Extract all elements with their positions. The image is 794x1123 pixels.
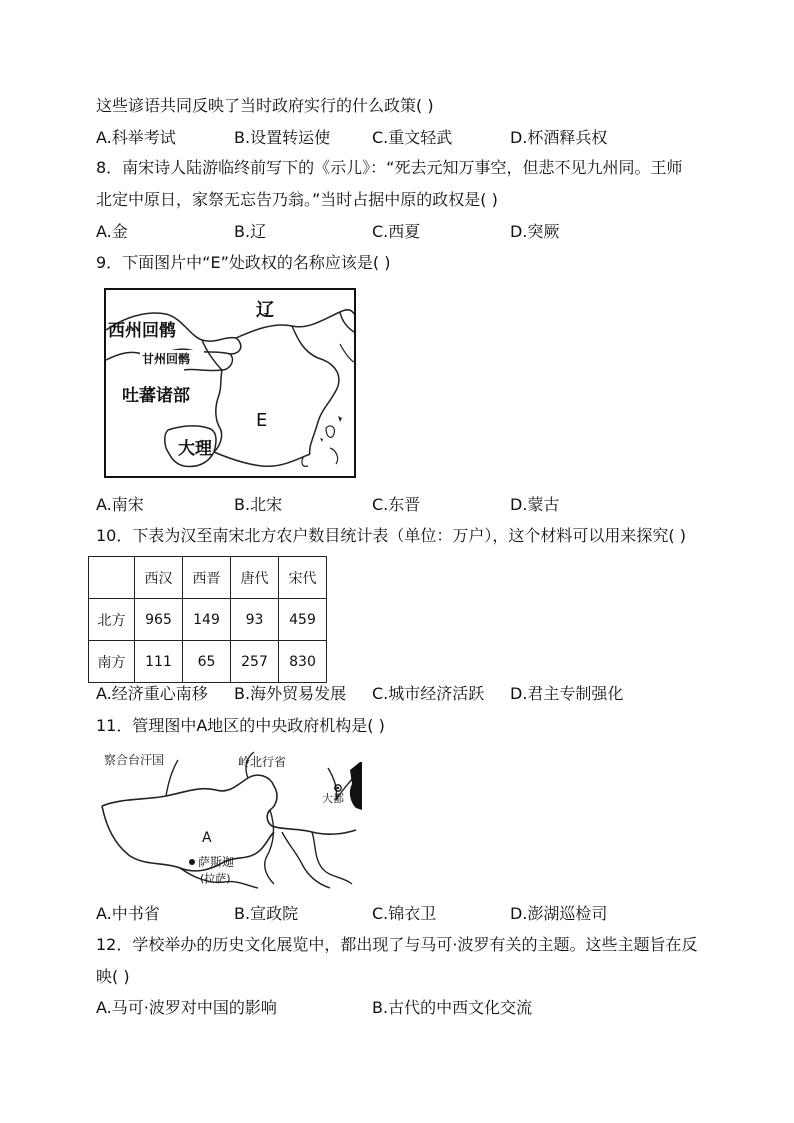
q11-option-b[interactable]: B.宣政院 — [234, 904, 299, 923]
map-label-dali: 大理 — [178, 439, 212, 459]
q7-option-c[interactable]: C.重文轻武 — [372, 128, 453, 147]
map-label-e: E — [256, 410, 268, 431]
song-era-map — [104, 288, 356, 478]
q8-option-c[interactable]: C.西夏 — [372, 222, 421, 241]
table-cell: 257 — [231, 641, 279, 683]
q7-option-b[interactable]: B.设置转运使 — [234, 128, 331, 147]
q12-option-a[interactable]: A.马可·波罗对中国的影响 — [96, 998, 277, 1017]
table-cell: 南方 — [89, 641, 135, 683]
q10-option-d[interactable]: D.君主专制强化 — [510, 684, 624, 703]
q8-stem-line2: 北定中原日，家祭无忘告乃翁。”当时占据中原的政权是( ) — [96, 190, 498, 209]
q12-option-b[interactable]: B.古代的中西文化交流 — [372, 998, 533, 1017]
map-label-tubo: 吐蕃诸部 — [122, 386, 190, 406]
map-label-dadu: 大都 — [322, 792, 344, 805]
q7-option-d[interactable]: D.杯酒释兵权 — [510, 128, 608, 147]
q12-stem-line2: 映( ) — [96, 967, 130, 986]
q8-stem-line1: 8．南宋诗人陆游临终前写下的《示儿》：“死去元知万事空，但悲不见九州同。王师 — [96, 158, 683, 177]
q9-option-c[interactable]: C.东晋 — [372, 495, 421, 514]
table-cell: 93 — [231, 599, 279, 641]
q10-option-a[interactable]: A.经济重心南移 — [96, 684, 208, 703]
yuan-era-map — [98, 748, 362, 892]
table-header-row — [89, 557, 327, 599]
q7-stem: 这些谚语共同反映了当时政府实行的什么政策( ) — [96, 96, 434, 115]
table-cell: 459 — [279, 599, 327, 641]
household-table — [88, 556, 327, 683]
map-label-ganzhou: 甘州回鹘 — [142, 352, 191, 366]
q10-option-c[interactable]: C.城市经济活跃 — [372, 684, 485, 703]
map-label-lingbei: 岭北行省 — [238, 755, 287, 769]
q9-option-a[interactable]: A.南宋 — [96, 495, 144, 514]
q10-stem: 10．下表为汉至南宋北方农户数目统计表（单位：万户），这个材料可以用来探究( ) — [96, 526, 686, 545]
table-header-cell: 西汉 — [135, 557, 183, 599]
q10-option-b[interactable]: B.海外贸易发展 — [234, 684, 347, 703]
map-label-lhasa: (拉萨) — [200, 872, 231, 885]
map-label-chagatai: 察合台汗国 — [104, 753, 165, 767]
table-cell: 149 — [183, 599, 231, 641]
q8-option-b[interactable]: B.辽 — [234, 222, 267, 241]
q7-option-a[interactable]: A.科举考试 — [96, 128, 176, 147]
table-cell: 830 — [279, 641, 327, 683]
q9-option-d[interactable]: D.蒙古 — [510, 495, 560, 514]
table-row — [89, 641, 327, 683]
table-cell: 965 — [135, 599, 183, 641]
map-label-a: A — [202, 830, 212, 846]
q9-stem: 9．下面图片中“E”处政权的名称应该是( ) — [96, 253, 391, 272]
table-cell: 65 — [183, 641, 231, 683]
table-header-cell: 唐代 — [231, 557, 279, 599]
q8-option-d[interactable]: D.突厥 — [510, 222, 560, 241]
table-cell: 北方 — [89, 599, 135, 641]
table-row — [89, 599, 327, 641]
q9-option-b[interactable]: B.北宋 — [234, 495, 283, 514]
table-cell: 111 — [135, 641, 183, 683]
q11-option-a[interactable]: A.中书省 — [96, 904, 160, 923]
q11-stem: 11．管理图中A地区的中央政府机构是( ) — [96, 716, 385, 735]
table-header-cell — [89, 557, 135, 599]
table-header-cell: 宋代 — [279, 557, 327, 599]
map-label-xizhou: 西州回鹘 — [108, 321, 176, 341]
map-label-sakya: 萨斯迦 — [198, 855, 235, 869]
table-header-cell: 西晋 — [183, 557, 231, 599]
q11-option-d[interactable]: D.澎湖巡检司 — [510, 904, 608, 923]
map-label-liao: 辽 — [256, 300, 274, 321]
q8-option-a[interactable]: A.金 — [96, 222, 128, 241]
q12-stem-line1: 12．学校举办的历史文化展览中，都出现了与马可·波罗有关的主题。这些主题旨在反 — [96, 935, 698, 954]
q11-option-c[interactable]: C.锦衣卫 — [372, 904, 437, 923]
